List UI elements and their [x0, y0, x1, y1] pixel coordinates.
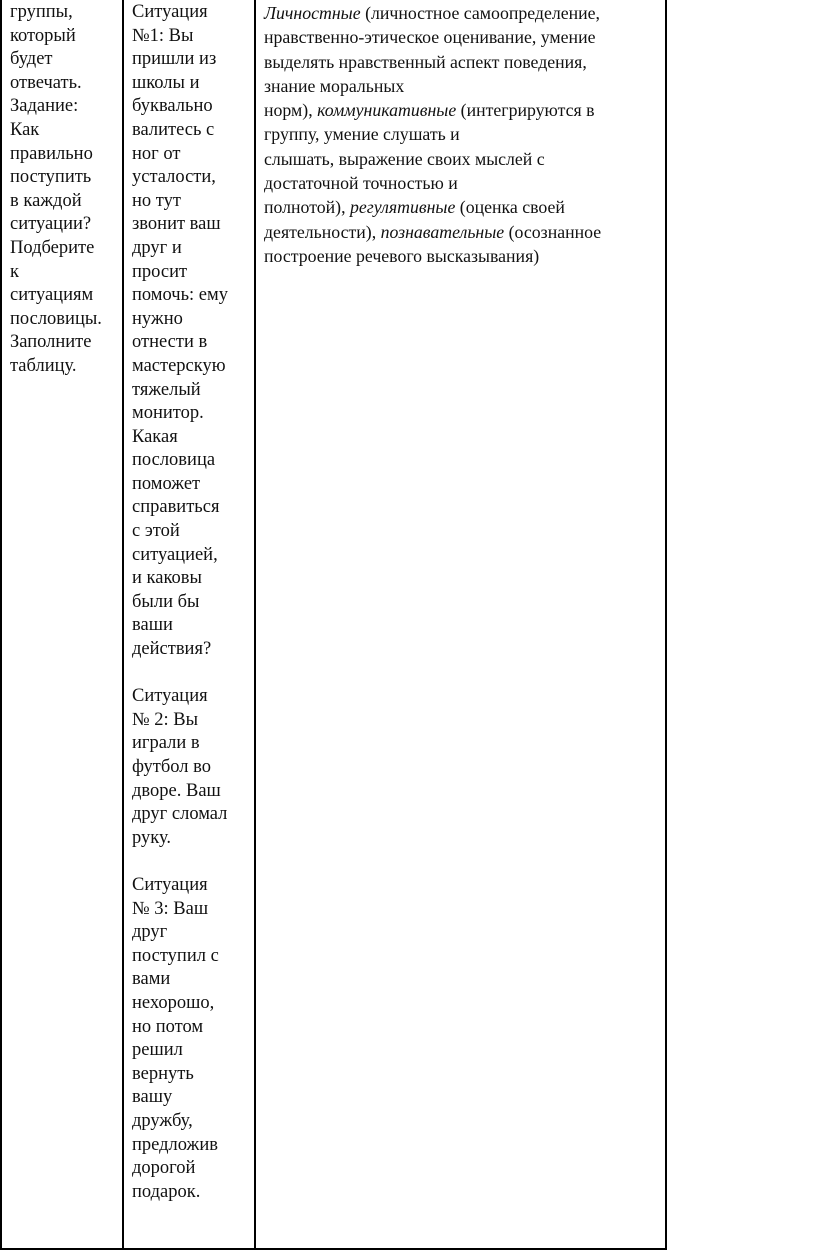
skills-fragment: (осознанное: [504, 221, 602, 242]
situations-text: [132, 1, 228, 1204]
situation-1-line: усталости,: [132, 167, 216, 188]
situation-2-line: дворе. Ваш: [132, 780, 221, 801]
situation-1-line: Какая: [132, 426, 178, 447]
skills-line: [264, 195, 601, 219]
situation-1-line: справиться: [132, 497, 220, 518]
situation-1-line: помочь: ему: [132, 285, 228, 306]
situation-3-line: поступил с: [132, 945, 219, 966]
skills-line: [264, 220, 601, 244]
situation-2-line: руку.: [132, 827, 172, 848]
situation-1-line: валитесь с: [132, 119, 215, 140]
skills-cell: [256, 0, 665, 1248]
situation-1-line: ситуацией,: [132, 544, 218, 565]
skills-line: построение речевого высказывания): [264, 245, 540, 266]
personal-skills-term: Личностные: [264, 3, 361, 23]
task-line: ситуациям: [10, 285, 94, 306]
situation-3-line: подарок.: [132, 1181, 201, 1202]
skills-line: знание моральных: [264, 75, 405, 96]
situation-3-line: предложив: [132, 1134, 218, 1155]
task-line: будет: [10, 49, 53, 70]
skills-fragment: полнотой),: [264, 197, 350, 218]
skills-fragment: (личностное самоопределение,: [360, 3, 600, 23]
communicative-skills-term: коммуникативные: [317, 100, 457, 121]
skills-fragment: норм),: [264, 100, 318, 121]
situation-1-line: действия?: [132, 639, 212, 660]
situation-3-line: Ситуация: [132, 874, 208, 895]
regulatory-skills-term: регулятивные: [349, 197, 456, 218]
situation-1-line: просит: [132, 261, 188, 282]
situation-2-line: играли в: [132, 733, 200, 754]
task-line: ситуации?: [10, 214, 92, 235]
situation-3-line: вами: [132, 969, 171, 990]
situation-3-line: решил: [132, 1040, 183, 1061]
paragraph-gap: [132, 662, 228, 686]
skills-line: слышать, выражение своих мыслей с: [264, 148, 545, 169]
situation-3-line: но потом: [132, 1016, 204, 1037]
task-line: Задание:: [10, 96, 79, 117]
situation-1-line: нужно: [132, 308, 183, 329]
task-line: который: [10, 25, 76, 46]
skills-line: группу, умение слушать и: [264, 124, 460, 145]
task-line: отвечать.: [10, 72, 82, 93]
situation-1-line: пришли из: [132, 49, 217, 70]
situation-1-line: были бы: [132, 591, 200, 612]
situation-2-line: № 2: Вы: [132, 709, 199, 730]
skills-fragment: (интегрируются в: [456, 100, 595, 121]
situation-1-line: звонит ваш: [132, 214, 221, 235]
situation-1-line: отнести в: [132, 332, 208, 353]
situation-1-line: друг и: [132, 237, 182, 258]
cognitive-skills-term: познавательные: [380, 221, 505, 242]
situation-3-line: дорогой: [132, 1158, 196, 1179]
task-line: в каждой: [10, 190, 82, 211]
skills-fragment: деятельности),: [264, 221, 381, 242]
situation-3-line: вашу: [132, 1087, 173, 1108]
task-text: [10, 1, 102, 379]
situation-2-line: друг сломал: [132, 804, 228, 825]
task-line: к: [10, 261, 19, 282]
task-line: поступить: [10, 167, 92, 188]
situation-1-line: пословица: [132, 450, 216, 471]
situation-3-line: дружбу,: [132, 1110, 193, 1131]
situation-1-line: тяжелый: [132, 379, 201, 400]
skills-line: нравственно-этическое оценивание, умение: [264, 27, 596, 48]
situation-3-line: друг: [132, 922, 168, 943]
situation-1-line: мастерскую: [132, 355, 226, 376]
task-line: группы,: [10, 2, 73, 22]
situation-1-line: с этой: [132, 521, 180, 542]
task-line: правильно: [10, 143, 93, 164]
situation-1-line: монитор.: [132, 403, 204, 424]
situation-2-line: Ситуация: [132, 686, 208, 707]
situation-1-line: и каковы: [132, 568, 202, 589]
situation-1-line: №1: Вы: [132, 25, 194, 46]
skills-line: достаточной точностью и: [264, 173, 458, 194]
situation-3-line: вернуть: [132, 1063, 194, 1084]
situation-1-line: ваши: [132, 615, 173, 636]
skills-text: [264, 1, 601, 268]
situation-1-line: но тут: [132, 190, 181, 211]
situation-1-line: ног от: [132, 143, 181, 164]
task-cell: [2, 0, 124, 1248]
situation-1-line: поможет: [132, 473, 201, 494]
situation-2-line: футбол во: [132, 757, 211, 777]
situation-1-line: школы и: [132, 72, 200, 93]
task-line: таблицу.: [10, 355, 77, 376]
skills-fragment: (оценка своей: [455, 197, 565, 218]
situation-3-line: № 3: Ваш: [132, 898, 209, 919]
situations-cell: [124, 0, 256, 1248]
task-line: Заполните: [10, 332, 92, 353]
skills-line: выделять нравственный аспект поведения,: [264, 51, 587, 72]
paragraph-gap: [132, 850, 228, 874]
skills-line: [264, 98, 601, 122]
task-line: Как: [10, 119, 40, 140]
situation-1-line: Ситуация: [132, 2, 208, 22]
situation-3-line: нехорошо,: [132, 992, 215, 1013]
task-line: Подберите: [10, 237, 95, 258]
task-line: пословицы.: [10, 308, 102, 329]
skills-line: [264, 1, 601, 25]
situation-1-line: буквально: [132, 96, 213, 117]
